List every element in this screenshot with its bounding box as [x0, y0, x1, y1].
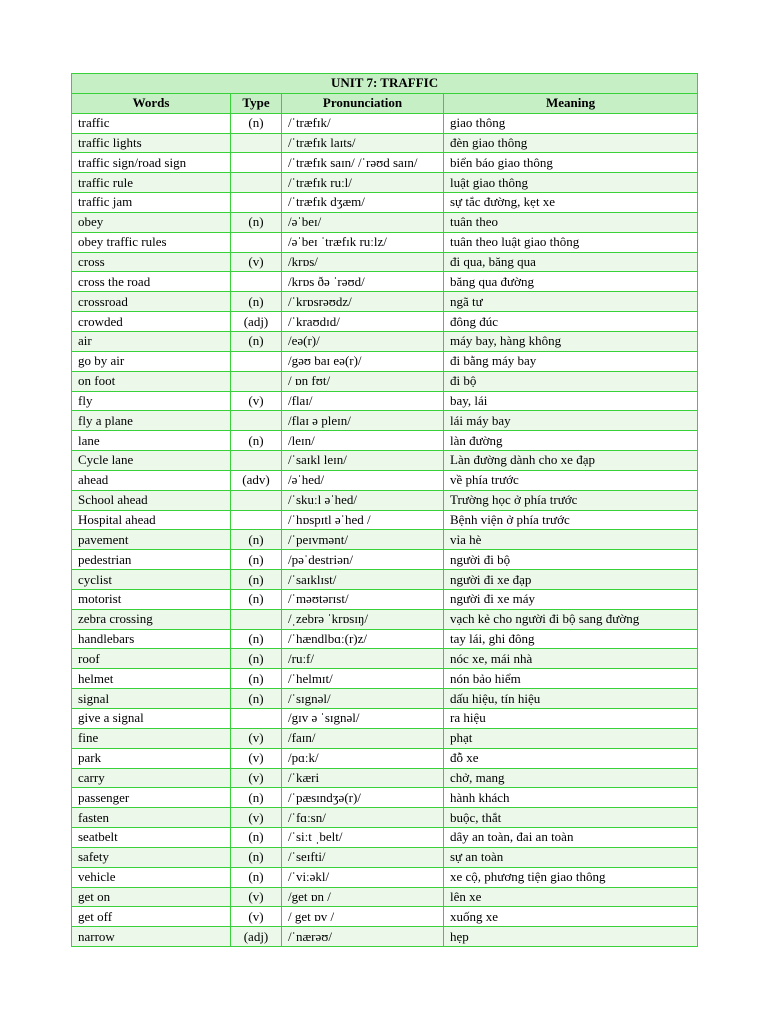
- cell-meaning: buộc, thắt: [444, 808, 698, 828]
- table-row: [72, 629, 698, 649]
- cell-meaning: Trường học ở phía trước: [444, 490, 698, 510]
- table-row: [72, 173, 698, 193]
- table-row: [72, 927, 698, 947]
- cell-type: (v): [231, 391, 282, 411]
- cell-pronunciation: /gəʊ baɪ eə(r)/: [282, 351, 444, 371]
- cell-type: [231, 411, 282, 431]
- table-row: [72, 847, 698, 867]
- table-row: [72, 728, 698, 748]
- table-row: [72, 351, 698, 371]
- table-row: [72, 570, 698, 590]
- cell-meaning: sự tắc đường, kẹt xe: [444, 193, 698, 213]
- cell-pronunciation: /ˈsiːt ˌbelt/: [282, 828, 444, 848]
- cell-pronunciation: / get ɒv /: [282, 907, 444, 927]
- cell-type: [231, 133, 282, 153]
- cell-type: (n): [231, 828, 282, 848]
- table-row: [72, 689, 698, 709]
- cell-word: traffic jam: [72, 193, 231, 213]
- cell-word: on foot: [72, 371, 231, 391]
- column-header-words: Words: [72, 93, 231, 113]
- table-row: [72, 292, 698, 312]
- table-row: [72, 391, 698, 411]
- cell-meaning: máy bay, hàng không: [444, 331, 698, 351]
- cell-pronunciation: /ˈtræfɪk saɪn/ /ˈrəʊd saɪn/: [282, 153, 444, 173]
- cell-word: motorist: [72, 589, 231, 609]
- title-row: [72, 74, 698, 94]
- cell-meaning: dây an toàn, đai an toàn: [444, 828, 698, 848]
- cell-meaning: người đi xe đạp: [444, 570, 698, 590]
- cell-word: seatbelt: [72, 828, 231, 848]
- table-row: [72, 609, 698, 629]
- cell-type: (n): [231, 847, 282, 867]
- cell-meaning: nón bảo hiểm: [444, 669, 698, 689]
- table-row: [72, 490, 698, 510]
- cell-word: signal: [72, 689, 231, 709]
- cell-word: cross: [72, 252, 231, 272]
- cell-pronunciation: /ˈtræfɪk laɪts/: [282, 133, 444, 153]
- cell-pronunciation: /ˈtræfɪk ruːl/: [282, 173, 444, 193]
- cell-type: [231, 709, 282, 729]
- cell-word: obey traffic rules: [72, 232, 231, 252]
- cell-word: fasten: [72, 808, 231, 828]
- cell-type: [231, 371, 282, 391]
- cell-word: traffic rule: [72, 173, 231, 193]
- header-row: [72, 93, 698, 113]
- table-row: [72, 748, 698, 768]
- cell-meaning: xuống xe: [444, 907, 698, 927]
- table-row: [72, 451, 698, 471]
- cell-meaning: Làn đường dành cho xe đạp: [444, 451, 698, 471]
- table-row: [72, 133, 698, 153]
- cell-pronunciation: /ˈkæri: [282, 768, 444, 788]
- cell-pronunciation: /əˈbeɪ ˈtræfɪk ruːlz/: [282, 232, 444, 252]
- cell-pronunciation: /pɑːk/: [282, 748, 444, 768]
- cell-type: [231, 510, 282, 530]
- table-row: [72, 371, 698, 391]
- table-title: UNIT 7: TRAFFIC: [72, 74, 698, 94]
- cell-meaning: luật giao thông: [444, 173, 698, 193]
- cell-pronunciation: /ˈnærəʊ/: [282, 927, 444, 947]
- cell-pronunciation: /ˈməʊtərɪst/: [282, 589, 444, 609]
- cell-word: fly: [72, 391, 231, 411]
- cell-word: traffic lights: [72, 133, 231, 153]
- table-row: [72, 411, 698, 431]
- cell-meaning: hành khách: [444, 788, 698, 808]
- cell-meaning: lái máy bay: [444, 411, 698, 431]
- cell-meaning: Bệnh viện ở phía trước: [444, 510, 698, 530]
- vocabulary-table: [71, 73, 698, 947]
- table-row: [72, 252, 698, 272]
- cell-type: (v): [231, 907, 282, 927]
- cell-word: pedestrian: [72, 550, 231, 570]
- cell-type: [231, 451, 282, 471]
- cell-meaning: đi qua, băng qua: [444, 252, 698, 272]
- table-row: [72, 709, 698, 729]
- cell-type: (v): [231, 768, 282, 788]
- cell-word: ahead: [72, 470, 231, 490]
- cell-meaning: bay, lái: [444, 391, 698, 411]
- cell-type: (v): [231, 252, 282, 272]
- cell-pronunciation: /ˈkraʊdɪd/: [282, 312, 444, 332]
- cell-word: passenger: [72, 788, 231, 808]
- cell-meaning: dấu hiệu, tín hiệu: [444, 689, 698, 709]
- cell-pronunciation: /ruːf/: [282, 649, 444, 669]
- cell-pronunciation: /ˈviːəkl/: [282, 867, 444, 887]
- cell-word: cyclist: [72, 570, 231, 590]
- cell-meaning: vạch kẻ cho người đi bộ sang đường: [444, 609, 698, 629]
- cell-word: fly a plane: [72, 411, 231, 431]
- cell-word: traffic sign/road sign: [72, 153, 231, 173]
- cell-meaning: ra hiệu: [444, 709, 698, 729]
- cell-meaning: tuân theo luật giao thông: [444, 232, 698, 252]
- cell-type: (adj): [231, 312, 282, 332]
- table-row: [72, 470, 698, 490]
- cell-pronunciation: /flaɪ ə pleɪn/: [282, 411, 444, 431]
- cell-word: traffic: [72, 113, 231, 133]
- cell-type: (n): [231, 331, 282, 351]
- cell-pronunciation: /ˈpeɪvmənt/: [282, 530, 444, 550]
- cell-type: [231, 173, 282, 193]
- cell-meaning: lên xe: [444, 887, 698, 907]
- table-row: [72, 887, 698, 907]
- cell-type: (v): [231, 748, 282, 768]
- cell-pronunciation: /ˈseɪfti/: [282, 847, 444, 867]
- cell-pronunciation: /ˈhelmɪt/: [282, 669, 444, 689]
- cell-word: pavement: [72, 530, 231, 550]
- cell-word: vehicle: [72, 867, 231, 887]
- cell-meaning: nóc xe, mái nhà: [444, 649, 698, 669]
- table-row: [72, 589, 698, 609]
- table-row: [72, 510, 698, 530]
- cell-meaning: sự an toàn: [444, 847, 698, 867]
- column-header-pronunciation: Pronunciation: [282, 93, 444, 113]
- cell-word: crowded: [72, 312, 231, 332]
- cell-type: (v): [231, 728, 282, 748]
- cell-meaning: phạt: [444, 728, 698, 748]
- cell-pronunciation: / ɒn fʊt/: [282, 371, 444, 391]
- cell-pronunciation: /ˈhændlbɑː(r)z/: [282, 629, 444, 649]
- cell-pronunciation: /pəˈdestriən/: [282, 550, 444, 570]
- table-row: [72, 907, 698, 927]
- cell-type: [231, 232, 282, 252]
- column-header-type: Type: [231, 93, 282, 113]
- cell-pronunciation: /ˈhɒspɪtl əˈhed /: [282, 510, 444, 530]
- cell-meaning: xe cộ, phương tiện giao thông: [444, 867, 698, 887]
- cell-type: (n): [231, 669, 282, 689]
- cell-pronunciation: /ˈtræfɪk dʒæm/: [282, 193, 444, 213]
- cell-meaning: đỗ xe: [444, 748, 698, 768]
- cell-meaning: đi bộ: [444, 371, 698, 391]
- table-row: [72, 331, 698, 351]
- cell-meaning: tay lái, ghi đông: [444, 629, 698, 649]
- cell-meaning: hẹp: [444, 927, 698, 947]
- cell-meaning: người đi bộ: [444, 550, 698, 570]
- cell-word: crossroad: [72, 292, 231, 312]
- cell-type: (n): [231, 431, 282, 451]
- cell-pronunciation: /eə(r)/: [282, 331, 444, 351]
- table-row: [72, 649, 698, 669]
- cell-meaning: làn đường: [444, 431, 698, 451]
- cell-type: (n): [231, 292, 282, 312]
- cell-meaning: biển báo giao thông: [444, 153, 698, 173]
- table-row: [72, 669, 698, 689]
- cell-type: [231, 272, 282, 292]
- cell-pronunciation: /ˈsaɪkl leɪn/: [282, 451, 444, 471]
- cell-pronunciation: /ˈkrɒsrəʊdz/: [282, 292, 444, 312]
- cell-word: carry: [72, 768, 231, 788]
- cell-type: [231, 490, 282, 510]
- cell-word: safety: [72, 847, 231, 867]
- cell-word: get off: [72, 907, 231, 927]
- cell-word: handlebars: [72, 629, 231, 649]
- cell-word: lane: [72, 431, 231, 451]
- cell-type: (n): [231, 530, 282, 550]
- cell-type: (n): [231, 570, 282, 590]
- cell-word: give a signal: [72, 709, 231, 729]
- cell-pronunciation: /ˈsɪgnəl/: [282, 689, 444, 709]
- cell-word: School ahead: [72, 490, 231, 510]
- table-row: [72, 153, 698, 173]
- cell-type: (n): [231, 649, 282, 669]
- cell-pronunciation: /əˈbeɪ/: [282, 212, 444, 232]
- cell-type: (n): [231, 689, 282, 709]
- cell-meaning: đèn giao thông: [444, 133, 698, 153]
- table-row: [72, 808, 698, 828]
- table-row: [72, 768, 698, 788]
- cell-word: fine: [72, 728, 231, 748]
- cell-type: (v): [231, 887, 282, 907]
- cell-meaning: đông đúc: [444, 312, 698, 332]
- cell-word: zebra crossing: [72, 609, 231, 629]
- cell-meaning: về phía trước: [444, 470, 698, 490]
- table-row: [72, 212, 698, 232]
- cell-type: [231, 351, 282, 371]
- cell-type: (n): [231, 550, 282, 570]
- cell-pronunciation: /leɪn/: [282, 431, 444, 451]
- cell-pronunciation: /faɪn/: [282, 728, 444, 748]
- cell-pronunciation: /ˈpæsɪndʒə(r)/: [282, 788, 444, 808]
- cell-meaning: ngã tư: [444, 292, 698, 312]
- table-row: [72, 550, 698, 570]
- cell-pronunciation: /əˈhed/: [282, 470, 444, 490]
- cell-word: park: [72, 748, 231, 768]
- table-row: [72, 431, 698, 451]
- cell-word: narrow: [72, 927, 231, 947]
- cell-pronunciation: /krɒs/: [282, 252, 444, 272]
- cell-meaning: đi bằng máy bay: [444, 351, 698, 371]
- cell-pronunciation: /ˈsaɪklɪst/: [282, 570, 444, 590]
- cell-type: (n): [231, 212, 282, 232]
- table-row: [72, 867, 698, 887]
- table-row: [72, 113, 698, 133]
- cell-pronunciation: /ˈtræfɪk/: [282, 113, 444, 133]
- cell-pronunciation: /get ɒn /: [282, 887, 444, 907]
- cell-word: Cycle lane: [72, 451, 231, 471]
- cell-type: [231, 193, 282, 213]
- cell-pronunciation: /krɒs ðə ˈrəʊd/: [282, 272, 444, 292]
- cell-meaning: tuân theo: [444, 212, 698, 232]
- cell-type: (v): [231, 808, 282, 828]
- cell-pronunciation: /ˌzebrə ˈkrɒsɪŋ/: [282, 609, 444, 629]
- cell-type: [231, 609, 282, 629]
- cell-meaning: giao thông: [444, 113, 698, 133]
- table-row: [72, 312, 698, 332]
- table-row: [72, 272, 698, 292]
- table-row: [72, 232, 698, 252]
- table-row: [72, 530, 698, 550]
- table-row: [72, 828, 698, 848]
- cell-type: (n): [231, 589, 282, 609]
- cell-type: (n): [231, 867, 282, 887]
- table-body: [72, 113, 698, 946]
- cell-pronunciation: /ˈfɑːsn/: [282, 808, 444, 828]
- cell-pronunciation: /ˈskuːl əˈhed/: [282, 490, 444, 510]
- cell-meaning: người đi xe máy: [444, 589, 698, 609]
- cell-word: Hospital ahead: [72, 510, 231, 530]
- cell-word: air: [72, 331, 231, 351]
- cell-pronunciation: /gɪv ə ˈsɪgnəl/: [282, 709, 444, 729]
- cell-type: [231, 153, 282, 173]
- column-header-meaning: Meaning: [444, 93, 698, 113]
- cell-meaning: chở, mang: [444, 768, 698, 788]
- cell-word: helmet: [72, 669, 231, 689]
- cell-meaning: vỉa hè: [444, 530, 698, 550]
- table-row: [72, 193, 698, 213]
- cell-type: (n): [231, 788, 282, 808]
- cell-meaning: băng qua đường: [444, 272, 698, 292]
- cell-word: roof: [72, 649, 231, 669]
- cell-word: go by air: [72, 351, 231, 371]
- table-row: [72, 788, 698, 808]
- cell-pronunciation: /flaɪ/: [282, 391, 444, 411]
- cell-type: (adj): [231, 927, 282, 947]
- cell-word: obey: [72, 212, 231, 232]
- cell-word: get on: [72, 887, 231, 907]
- cell-type: (n): [231, 113, 282, 133]
- cell-type: (n): [231, 629, 282, 649]
- cell-word: cross the road: [72, 272, 231, 292]
- cell-type: (adv): [231, 470, 282, 490]
